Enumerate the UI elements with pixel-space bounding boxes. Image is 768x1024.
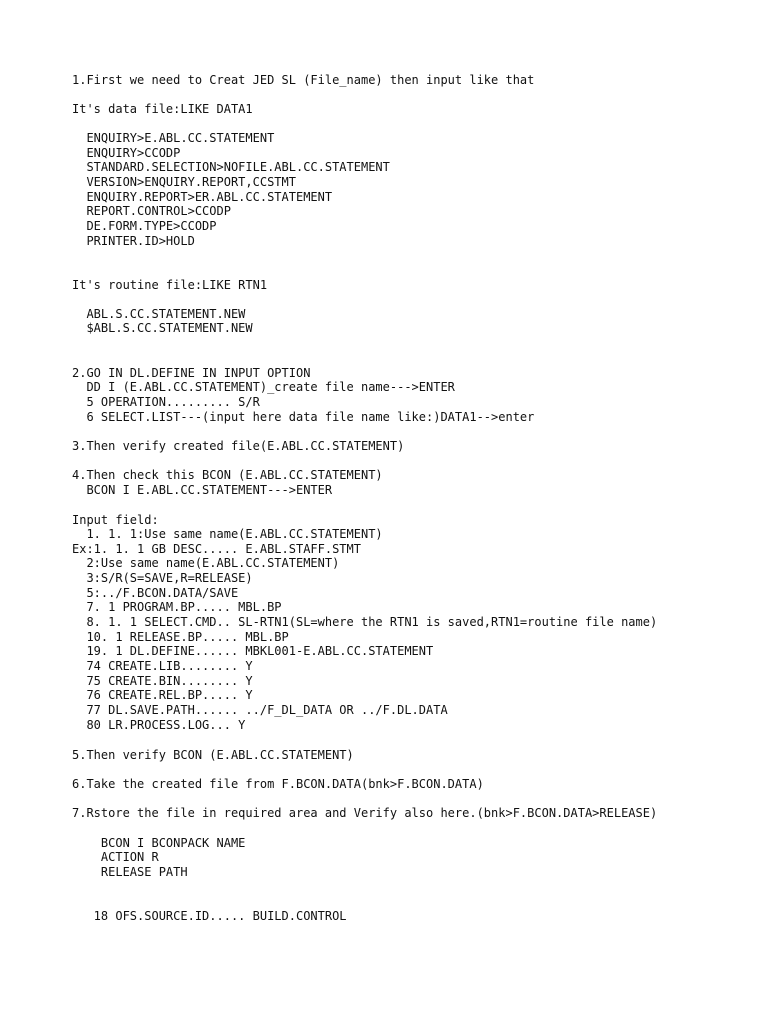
step-7-line: ACTION R [72,850,159,864]
data-file-heading: It's data file:LIKE DATA1 [72,102,253,116]
step-1-heading: 1.First we need to Creat JED SL (File_name) then input like that [72,73,535,87]
step-7-line: RELEASE PATH [72,865,188,879]
step-2-heading: 2.GO IN DL.DEFINE IN INPUT OPTION [72,366,311,380]
step-7-heading: 7.Rstore the file in required area and Verify also here.(bnk>F.BCON.DATA>RELEASE) [72,806,658,820]
input-field-line: 10. 1 RELEASE.BP..... MBL.BP [72,630,289,644]
input-field-line: 7. 1 PROGRAM.BP..... MBL.BP [72,600,282,614]
data-file-line: ENQUIRY>E.ABL.CC.STATEMENT [72,131,275,145]
input-field-heading: Input field: [72,513,159,527]
data-file-line: PRINTER.ID>HOLD [72,234,195,248]
step-2-line: DD I (E.ABL.CC.STATEMENT)_create file name--->ENTER [72,380,455,394]
input-field-line: 80 LR.PROCESS.LOG... Y [72,718,246,732]
input-field-line: 8. 1. 1 SELECT.CMD.. SL-RTN1(SL=where the RTN1 is saved,RTN1=routine file name) [72,615,658,629]
step-2-line: 5 OPERATION......... S/R [72,395,260,409]
input-field-line: 19. 1 DL.DEFINE...... MBKL001-E.ABL.CC.STATEMENT [72,644,434,658]
input-field-line: 1. 1. 1:Use same name(E.ABL.CC.STATEMENT) [72,527,383,541]
routine-file-heading: It's routine file:LIKE RTN1 [72,278,268,292]
input-field-line: 74 CREATE.LIB........ Y [72,659,253,673]
input-field-line: 75 CREATE.BIN........ Y [72,674,253,688]
data-file-line: ENQUIRY>CCODP [72,146,181,160]
input-field-line: 5:../F.BCON.DATA/SAVE [72,586,239,600]
data-file-line: VERSION>ENQUIRY.REPORT,CCSTMT [72,175,296,189]
data-file-line: STANDARD.SELECTION>NOFILE.ABL.CC.STATEMENT [72,160,390,174]
input-field-line: 3:S/R(S=SAVE,R=RELEASE) [72,571,253,585]
data-file-line: DE.FORM.TYPE>CCODP [72,219,217,233]
step-4-heading: 4.Then check this BCON (E.ABL.CC.STATEMENT) [72,468,383,482]
ofs-source-line: 18 OFS.SOURCE.ID..... BUILD.CONTROL [72,909,347,923]
step-2-line: 6 SELECT.LIST---(input here data file name like:)DATA1-->enter [72,410,535,424]
step-4-line: BCON I E.ABL.CC.STATEMENT--->ENTER [72,483,333,497]
data-file-line: REPORT.CONTROL>CCODP [72,204,231,218]
routine-file-line: $ABL.S.CC.STATEMENT.NEW [72,321,253,335]
input-field-line: 77 DL.SAVE.PATH...... ../F_DL_DATA OR ../F.DL.DATA [72,703,448,717]
routine-file-line: ABL.S.CC.STATEMENT.NEW [72,307,246,321]
step-3-heading: 3.Then verify created file(E.ABL.CC.STATEMENT) [72,439,405,453]
input-field-line: 76 CREATE.REL.BP..... Y [72,688,253,702]
step-5-heading: 5.Then verify BCON (E.ABL.CC.STATEMENT) [72,748,354,762]
step-6-heading: 6.Take the created file from F.BCON.DATA(bnk>F.BCON.DATA) [72,777,484,791]
data-file-line: ENQUIRY.REPORT>ER.ABL.CC.STATEMENT [72,190,333,204]
input-field-line: 2:Use same name(E.ABL.CC.STATEMENT) [72,556,340,570]
step-7-line: BCON I BCONPACK NAME [72,836,246,850]
input-field-example: Ex:1. 1. 1 GB DESC..... E.ABL.STAFF.STMT [72,542,361,556]
